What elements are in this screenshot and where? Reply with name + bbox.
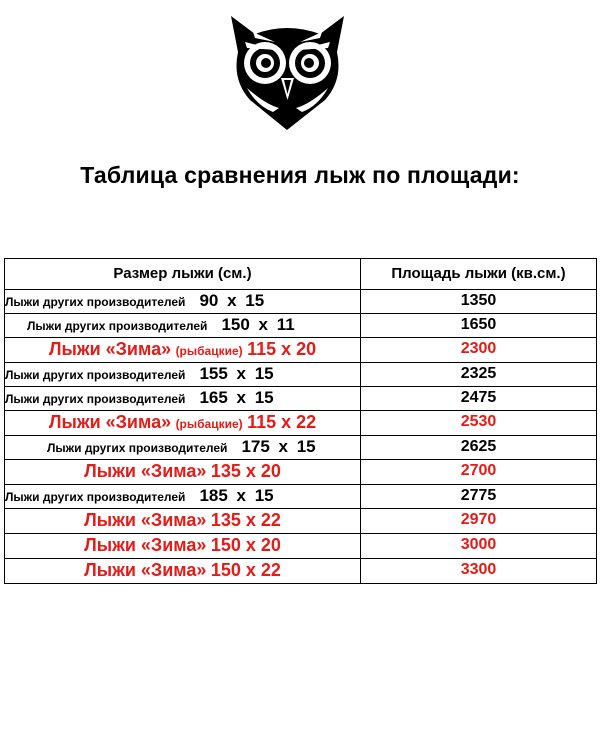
- size-cell: [5, 314, 361, 338]
- table-row: [5, 411, 597, 436]
- size-value: 150 x 22: [210, 560, 281, 580]
- table-header-row: [5, 259, 597, 290]
- brand-label: Лыжи «Зима»: [48, 339, 172, 359]
- size-value: 135 x 22: [210, 510, 281, 530]
- size-value: 115 x 22: [247, 412, 317, 432]
- size-value: 150 x 20: [210, 535, 281, 555]
- size-value: 155 x 15: [199, 364, 274, 383]
- size-cell: [5, 534, 361, 559]
- maker-label: Лыжи других производителей: [5, 368, 186, 382]
- header-size: Размер лыжи (см.): [5, 259, 361, 290]
- area-value: 1350: [361, 290, 597, 314]
- area-value: 3300: [361, 559, 597, 584]
- table-row: [5, 509, 597, 534]
- area-value: 2530: [361, 411, 597, 436]
- area-value: 2700: [361, 460, 597, 485]
- table-row: [5, 290, 597, 314]
- size-value: 185 x 15: [199, 486, 274, 505]
- size-cell: [5, 509, 361, 534]
- table-row: [5, 485, 597, 509]
- area-value: 2970: [361, 509, 597, 534]
- area-value: 2325: [361, 363, 597, 387]
- maker-label: Лыжи других производителей: [5, 295, 186, 309]
- area-value: 2625: [361, 436, 597, 460]
- brand-label: Лыжи «Зима»: [84, 510, 207, 530]
- size-value: 90 x 15: [199, 291, 265, 310]
- owl-logo: [225, 8, 350, 133]
- size-value: 150 x 11: [221, 315, 295, 334]
- header-area: Площадь лыжи (кв.см.): [361, 259, 597, 290]
- table-row: [5, 534, 597, 559]
- area-value: 3000: [361, 534, 597, 559]
- maker-label: Лыжи других производителей: [47, 441, 228, 455]
- size-value: 135 x 20: [210, 461, 281, 481]
- brand-label: Лыжи «Зима»: [48, 412, 172, 432]
- page-title: Таблица сравнения лыж по площади:: [80, 162, 520, 188]
- size-value: 115 x 20: [247, 339, 317, 359]
- area-value: 2475: [361, 387, 597, 411]
- table-row: [5, 338, 597, 363]
- size-cell: [5, 290, 361, 314]
- brand-note: (рыбацкие): [175, 344, 243, 358]
- size-cell: [5, 436, 361, 460]
- maker-label: Лыжи других производителей: [27, 319, 208, 333]
- size-cell: [5, 363, 361, 387]
- table-row: [5, 387, 597, 411]
- maker-label: Лыжи других производителей: [5, 490, 186, 504]
- table-row: [5, 363, 597, 387]
- area-value: 2300: [361, 338, 597, 363]
- size-cell: [5, 387, 361, 411]
- area-value: 2775: [361, 485, 597, 509]
- brand-note: (рыбацкие): [175, 417, 243, 431]
- size-cell: [5, 460, 361, 485]
- brand-label: Лыжи «Зима»: [84, 461, 207, 481]
- size-value: 175 x 15: [241, 437, 316, 456]
- table-row: [5, 460, 597, 485]
- table-row: [5, 314, 597, 338]
- table-row: [5, 436, 597, 460]
- table-row: [5, 559, 597, 584]
- brand-label: Лыжи «Зима»: [84, 535, 207, 555]
- size-cell: [5, 338, 361, 363]
- brand-label: Лыжи «Зима»: [84, 560, 207, 580]
- comparison-table: [4, 258, 597, 584]
- owl-icon: [225, 8, 350, 133]
- size-cell: [5, 411, 361, 436]
- area-value: 1650: [361, 314, 597, 338]
- size-cell: [5, 485, 361, 509]
- maker-label: Лыжи других производителей: [5, 392, 186, 406]
- size-value: 165 x 15: [199, 388, 274, 407]
- size-cell: [5, 559, 361, 584]
